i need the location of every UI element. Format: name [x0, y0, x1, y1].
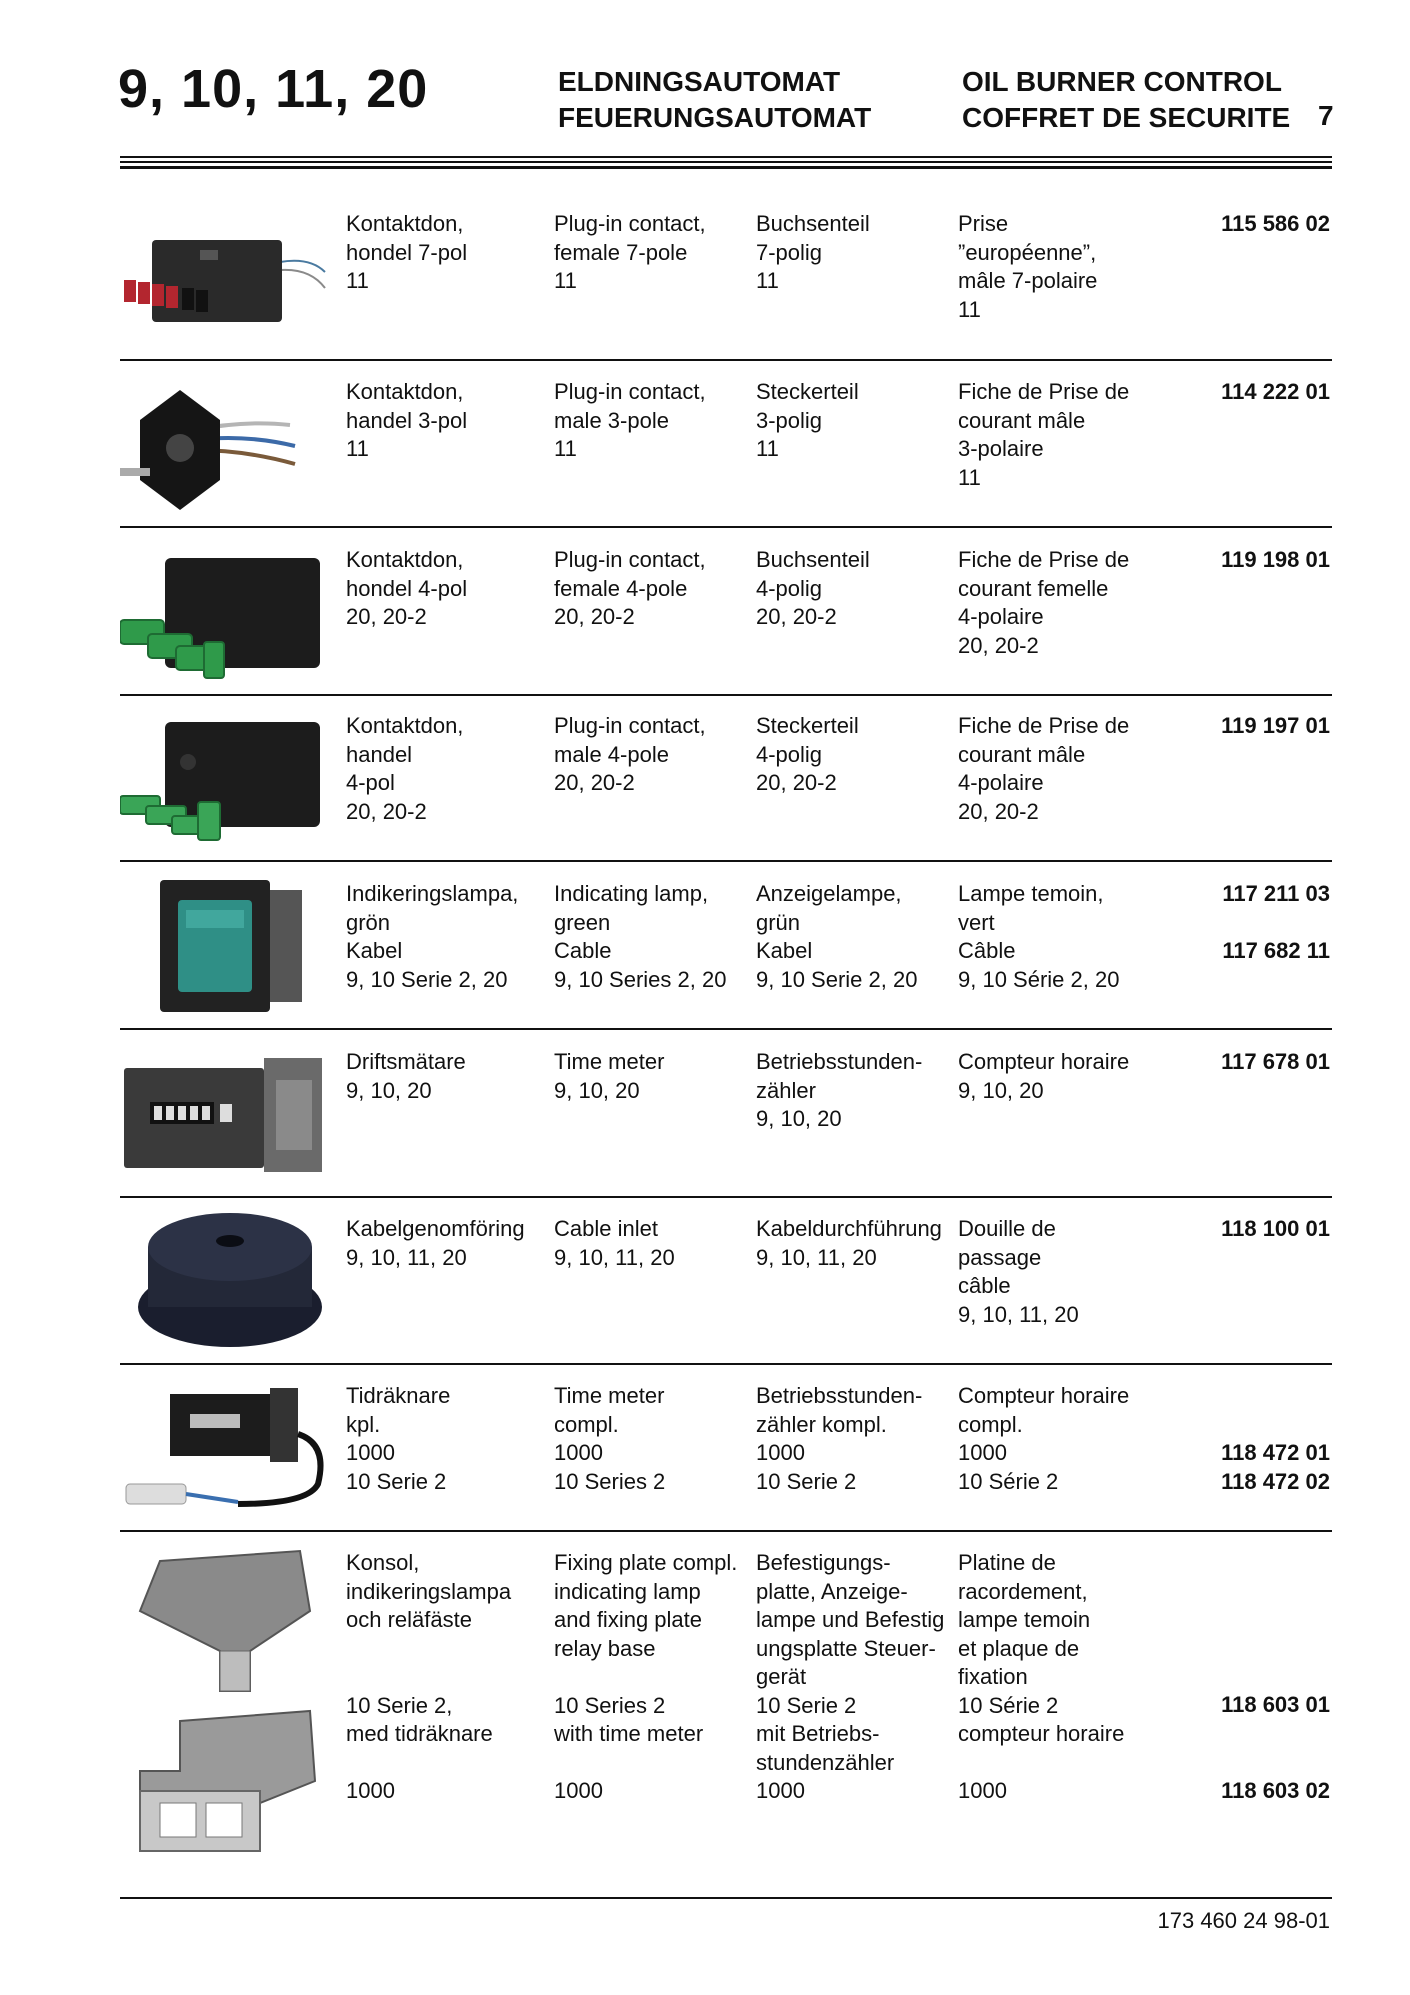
row-divider	[120, 860, 1332, 862]
description-english: Plug-in contact, male 3-pole 11	[554, 379, 706, 461]
title-english: OIL BURNER CONTROL	[962, 66, 1282, 97]
description-swedish: Kontaktdon, hondel 4-pol 20, 20-2	[346, 547, 468, 629]
description-german: Buchsenteil 4-polig 20, 20-2	[756, 547, 870, 629]
row-divider	[120, 526, 1332, 528]
title-german: FEUERUNGSAUTOMAT	[558, 102, 872, 133]
part-number-1000: 118 603 02	[1221, 1777, 1330, 1803]
document-number: 173 460 24 98-01	[1157, 1908, 1330, 1933]
part-number-cable: 117 682 11	[1222, 938, 1330, 963]
connector-red-7pin-icon	[120, 202, 330, 347]
cable-grommet-icon	[120, 1207, 330, 1352]
description-swedish: Kontaktdon, handel 3-pol 11	[346, 379, 468, 461]
description-german: Befestigungs- platte, Anzeige- lampe und Befestig ungsplatte Steuer- gerät 10 Serie 2 mit Betriebs- stundenzähler 1000	[756, 1550, 945, 1803]
model-title: 9, 10, 11, 20	[118, 59, 429, 119]
part-number: 114 222 01	[1221, 379, 1330, 404]
hour-meter-icon	[120, 1040, 330, 1185]
description-french: Douille de passage câble 9, 10, 11, 20	[958, 1216, 1079, 1327]
description-german: Steckerteil 3-polig 11	[756, 379, 859, 461]
description-german: Betriebsstunden- zähler 9, 10, 20	[756, 1049, 923, 1131]
row-divider	[120, 359, 1332, 361]
description-english: Indicating lamp, green Cable 9, 10 Series 2, 20	[554, 881, 727, 992]
description-french: Platine de racordement, lampe temoin et plaque de fixation 10 Série 2 compteur horaire 1000	[958, 1550, 1125, 1803]
connector-green-male-icon	[120, 704, 330, 849]
page-number: 7	[1318, 100, 1334, 131]
row-divider	[120, 694, 1332, 696]
description-english: Plug-in contact, female 4-pole 20, 20-2	[554, 547, 706, 629]
title-swedish: ELDNINGSAUTOMAT	[558, 66, 841, 97]
description-german: Betriebsstunden- zähler kompl. 1000 10 Serie 2	[756, 1383, 923, 1494]
part-number: 119 197 01	[1221, 713, 1330, 738]
description-english: Plug-in contact, male 4-pole 20, 20-2	[554, 713, 706, 795]
description-swedish: Driftsmätare 9, 10, 20	[346, 1049, 466, 1103]
row-divider	[120, 1363, 1332, 1365]
description-swedish: Tidräknare kpl. 1000 10 Serie 2	[346, 1383, 451, 1494]
description-german: Buchsenteil 7-polig 11	[756, 211, 870, 293]
header-right	[962, 64, 1290, 136]
description-english: Time meter 9, 10, 20	[554, 1049, 665, 1103]
connector-3pin-icon	[120, 370, 330, 515]
description-french: Fiche de Prise de courant mâle 3-polaire 11	[958, 379, 1130, 490]
header-left	[558, 64, 871, 136]
time-meter-cable-icon	[120, 1374, 330, 1519]
header-rule-top	[120, 156, 1332, 158]
row-divider	[120, 1028, 1332, 1030]
description-english: Time meter compl. 1000 10 Series 2	[554, 1383, 666, 1494]
part-number	[1160, 1439, 1330, 1496]
description-swedish: Indikeringslampa, grön Kabel 9, 10 Serie 2, 20	[346, 881, 519, 992]
part-number: 119 198 01	[1221, 547, 1330, 572]
description-german: Kabeldurchführung 9, 10, 11, 20	[756, 1216, 942, 1270]
part-number: 118 100 01	[1221, 1216, 1330, 1241]
header-rule-bottom	[120, 166, 1332, 169]
part-number: 117 678 01	[1221, 1049, 1330, 1074]
description-english: Fixing plate compl. indicating lamp and fixing plate relay base 10 Series 2 with time meter 1000	[554, 1550, 738, 1803]
title-french: COFFRET DE SECURITE	[962, 102, 1291, 133]
part-number: 115 586 02	[1221, 211, 1330, 236]
connector-green-female-icon	[120, 538, 330, 683]
part-number-series-2: 118 472 02	[1221, 1468, 1330, 1494]
description-swedish: Kabelgenomföring 9, 10, 11, 20	[346, 1216, 525, 1270]
description-german: Steckerteil 4-polig 20, 20-2	[756, 713, 859, 795]
part-number-1000: 118 472 01	[1221, 1440, 1330, 1465]
row-divider	[120, 1530, 1332, 1532]
footer-rule	[120, 1897, 1332, 1899]
description-french: Fiche de Prise de courant femelle 4-polaire 20, 20-2	[958, 547, 1130, 658]
description-english: Plug-in contact, female 7-pole 11	[554, 211, 706, 293]
mounting-bracket-icon	[120, 1541, 330, 1871]
description-swedish: Kontaktdon, handel 4-pol 20, 20-2	[346, 713, 464, 824]
description-french: Prise ”européenne”, mâle 7-polaire 11	[958, 211, 1098, 322]
description-french: Compteur horaire compl. 1000 10 Série 2	[958, 1383, 1130, 1494]
header-rule-middle	[120, 161, 1332, 163]
indicator-lamp-icon	[120, 872, 330, 1017]
part-number-with-time-meter: 118 603 01	[1221, 1692, 1330, 1717]
description-french: Fiche de Prise de courant mâle 4-polaire 20, 20-2	[958, 713, 1130, 824]
description-french: Compteur horaire 9, 10, 20	[958, 1049, 1130, 1103]
description-german: Anzeigelampe, grün Kabel 9, 10 Serie 2, 20	[756, 881, 918, 992]
part-number-lamp: 117 211 03	[1222, 881, 1330, 906]
part-number	[1160, 880, 1330, 966]
description-english: Cable inlet 9, 10, 11, 20	[554, 1216, 675, 1270]
part-number	[1160, 1691, 1330, 1805]
description-swedish: Kontaktdon, hondel 7-pol 11	[346, 211, 468, 293]
description-swedish: Konsol, indikeringslampa och reläfäste 10 Serie 2, med tidräknare 1000	[346, 1550, 512, 1803]
description-french: Lampe temoin, vert Câble 9, 10 Série 2, 20	[958, 881, 1120, 992]
row-divider	[120, 1196, 1332, 1198]
